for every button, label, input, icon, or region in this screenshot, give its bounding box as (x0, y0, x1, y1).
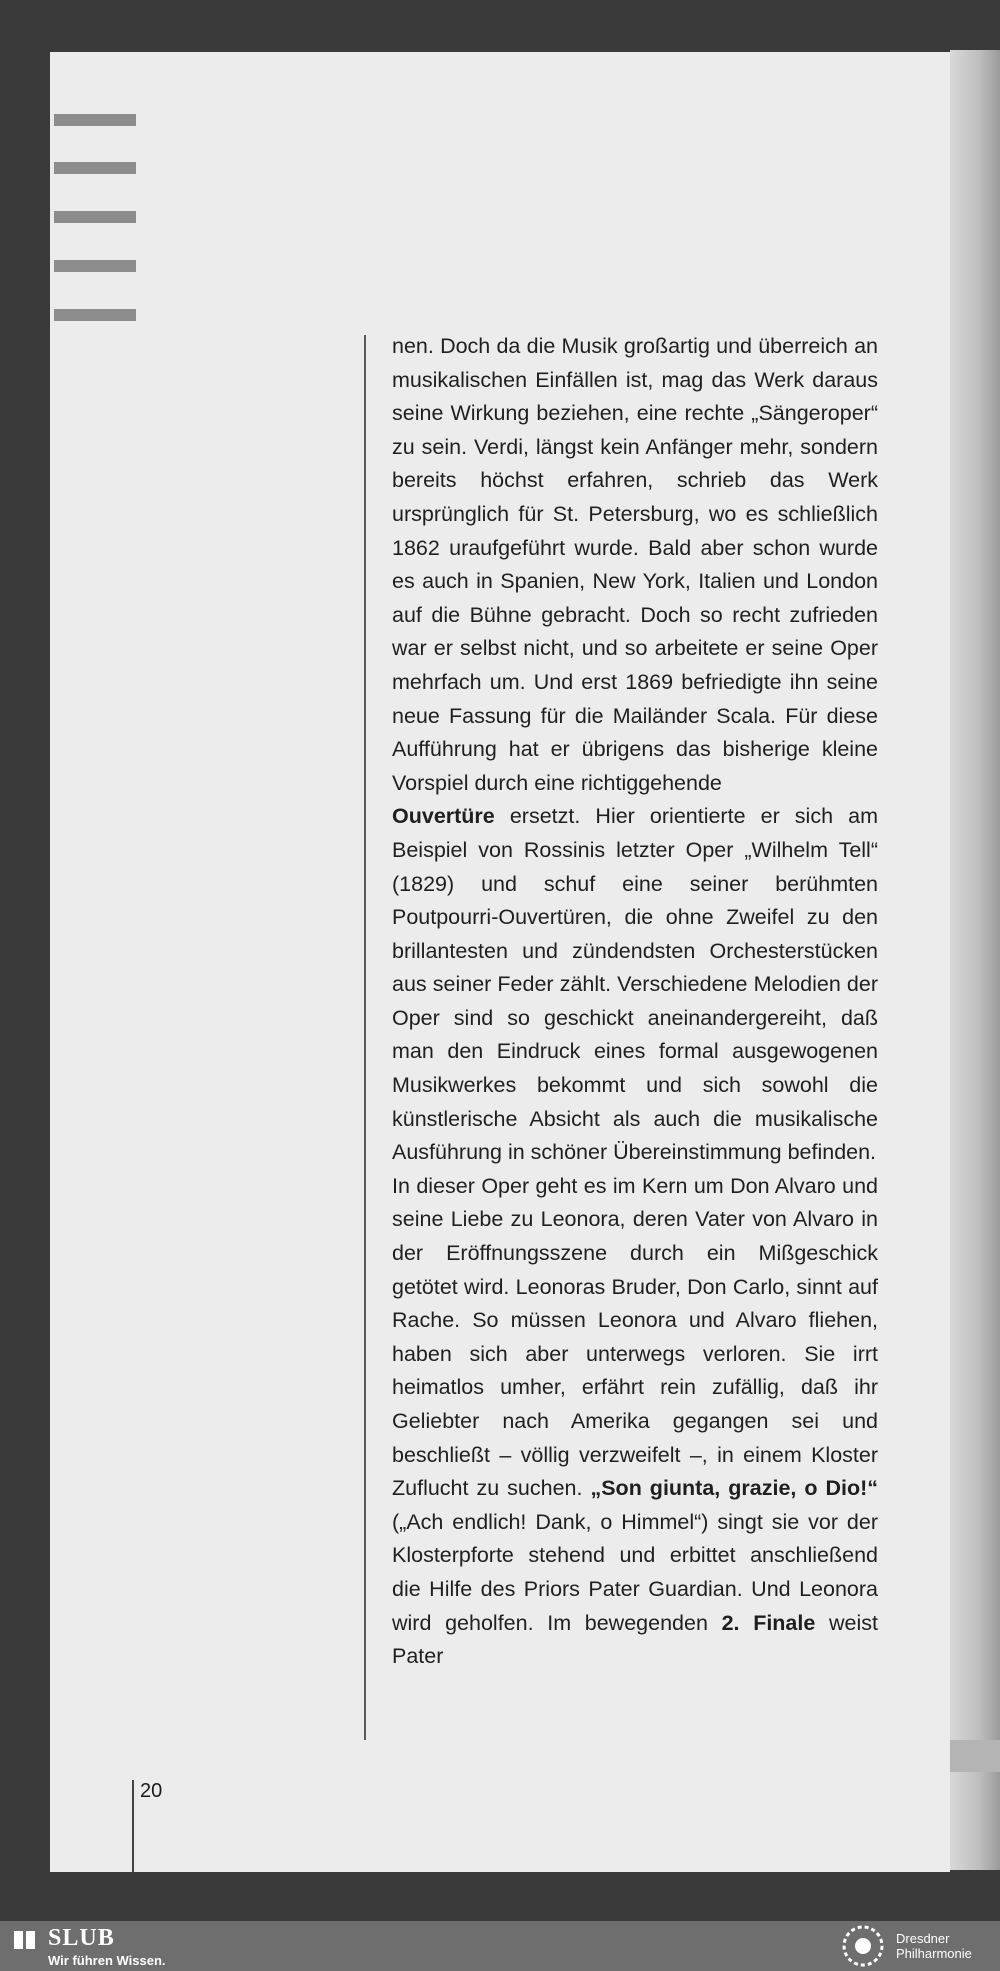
philharmonie-logo-icon (842, 1925, 884, 1967)
margin-bar (54, 211, 136, 223)
paragraph: In dieser Oper geht es im Kern um Don Alvaro und seine Liebe zu Leonora, deren Vater von Alvaro in der Eröffnungsszene durch ein Mißgeschick getötet wird. Leonoras Bruder, Don Carlo, sinnt auf Rache. So müssen Leonora und Alvaro fliehen, haben sich aber unterwegs verloren. Sie irrt heimatlos umher, erfährt rein zufällig, daß ihr Geliebter nach Amerika gegangen sei und beschließt – völlig verzweifelt –, in einem Kloster Zuflucht zu suchen. „Son giunta, grazie, o Dio!“ („Ach endlich! Dank, o Himmel“) singt sie vor der Klosterpforte stehend und erbittet anschließend die Hilfe des Priors Pater Guardian. Und Leonora wird geholfen. Im bewegenden 2. Finale weist Pater (392, 1173, 879, 1669)
page-number-rule (132, 1780, 134, 1872)
slub-logo-icon (14, 1929, 36, 1951)
margin-bar (54, 260, 136, 272)
column-rule (364, 335, 366, 1740)
bold-term: Ouvertüre (392, 804, 495, 829)
margin-bar (54, 114, 136, 126)
slub-tagline: Wir führen Wissen. (48, 1953, 166, 1968)
page-number: 20 (140, 1780, 163, 1802)
philharmonie-name: Dresdner Philharmonie (896, 1931, 972, 1961)
body-text (392, 330, 878, 1674)
bold-term: 2. Finale (721, 1610, 816, 1635)
margin-bar (54, 309, 136, 321)
slub-name: SLUB (48, 1925, 115, 1951)
bold-term: „Son giunta, grazie, o Dio!“ (590, 1476, 879, 1501)
margin-bar (54, 162, 136, 174)
paragraph: nen. Doch da die Musik großartig und überreich an musikalischen Einfällen ist, mag das Werk daraus seine Wirkung beziehen, eine rechte „Sängeroper“ zu sein. Verdi, längst kein Anfänger mehr, sondern bereits höchst erfahren, schrieb das Werk ursprünglich für St. Petersburg, wo es schließlich 1862 uraufgeführt wurde. Bald aber schon wurde es auch in Spanien, New York, Italien und London auf die Bühne gebracht. Doch so recht zufrieden war er selbst nicht, und so arbeitete er seine Oper mehrfach um. Und erst 1869 befriedigte ihn seine neue Fassung für die Mailänder Scala. Für diese Aufführung hat er übrigens das bisherige kleine Vorspiel durch eine richtiggehende Ouvertüre ersetzt. Hier orientierte er sich am Beispiel von Rossinis letzter Oper „Wilhelm Tell“ (1829) und schuf eine seiner berühmten Poutpourri-Ouvertüren, die ohne Zweifel zu den brillantesten und zündendsten Orchesterstücken aus seiner Feder zählt. Verschiedene Melodien der Oper sind so geschickt aneinandergereiht, daß man den Eindruck eines formal ausgewogenen Musikwerkes bekommt und sich sowohl die künstlerische Absicht als auch die musikalische Ausführung in schöner Übereinstimmung befinden. (392, 334, 878, 1165)
next-page-edge (950, 50, 1000, 1870)
footer-bar (0, 1921, 1000, 1971)
